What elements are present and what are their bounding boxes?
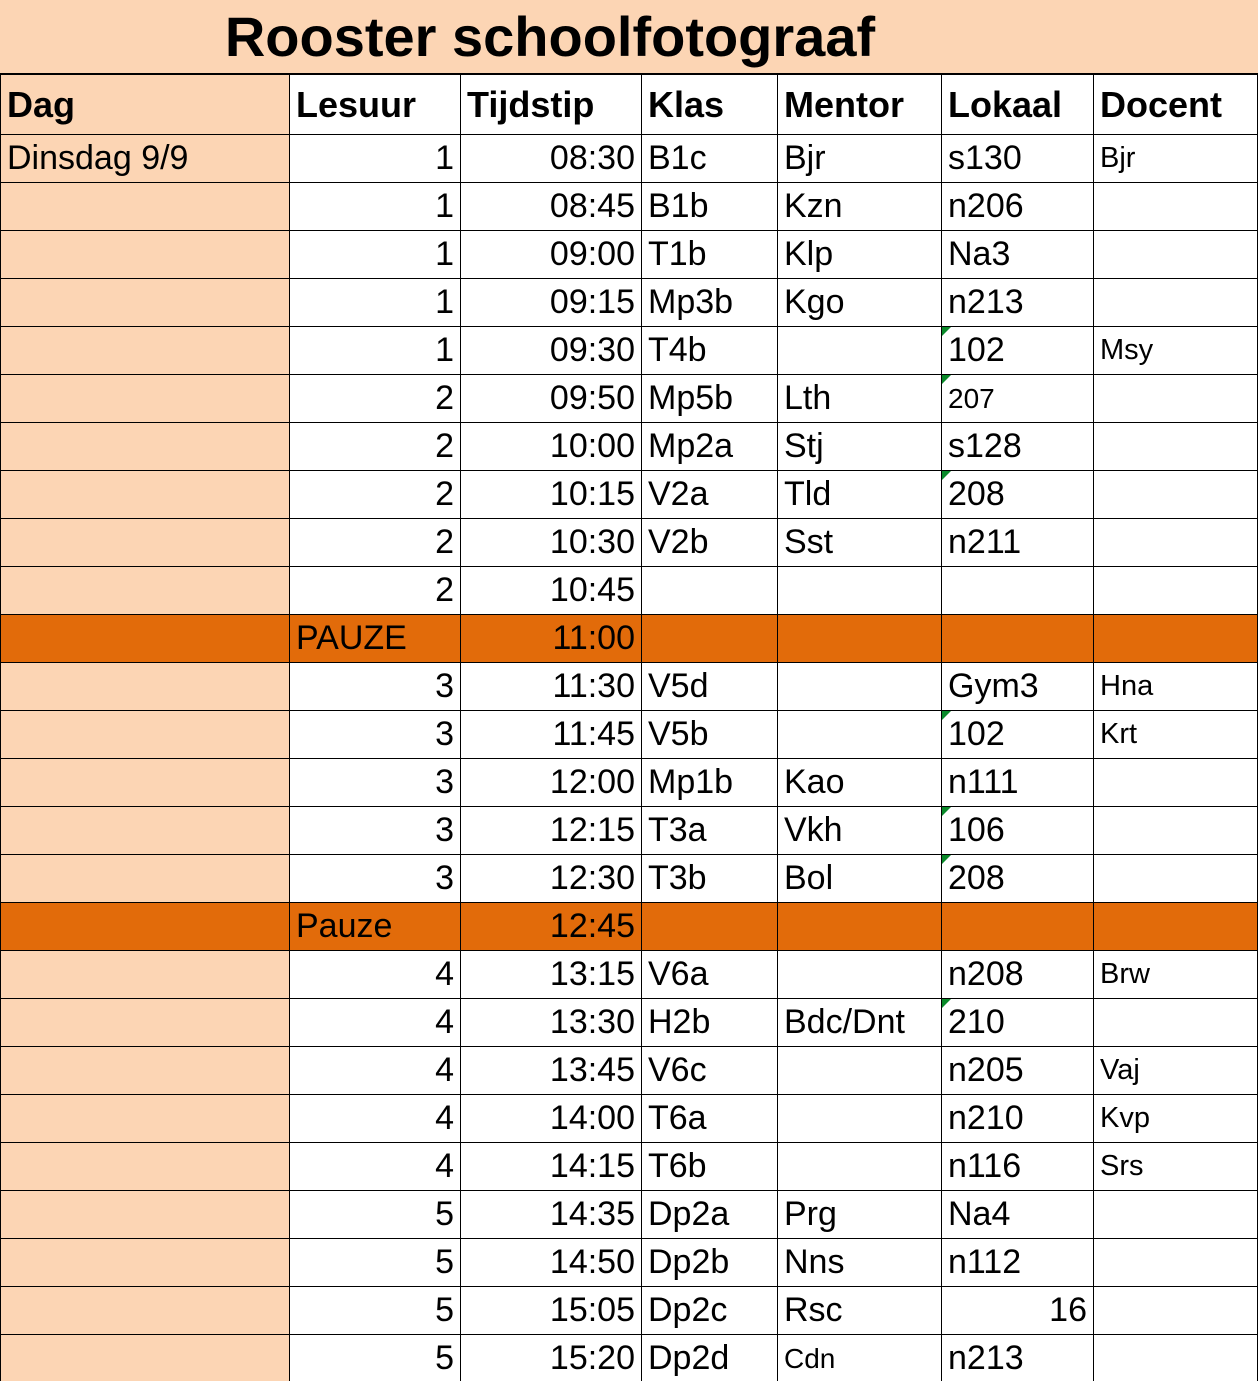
cell-klas[interactable]: V6c (642, 1047, 778, 1095)
cell-docent[interactable]: Msy (1094, 327, 1258, 375)
cell-dag[interactable]: Dinsdag 9/9 (1, 135, 290, 183)
table-row (1, 1287, 1258, 1335)
cell-lesuur[interactable]: 5 (290, 1287, 461, 1335)
cell-docent[interactable] (1094, 471, 1258, 519)
cell-dag[interactable] (1, 807, 290, 855)
cell-lokaal[interactable] (942, 567, 1094, 615)
cell-klas[interactable] (642, 567, 778, 615)
table-row (1, 711, 1258, 759)
header-tijdstip[interactable]: Tijdstip (461, 75, 642, 135)
cell-tijdstip[interactable]: 13:45 (461, 1047, 642, 1095)
cell-tijdstip[interactable]: 12:00 (461, 759, 642, 807)
cell-lokaal[interactable]: 210 (942, 999, 1094, 1047)
cell-mentor[interactable] (778, 663, 942, 711)
cell-lokaal[interactable]: n205 (942, 1047, 1094, 1095)
cell-mentor[interactable]: Bjr (778, 135, 942, 183)
cell-klas[interactable]: Dp2d (642, 1335, 778, 1381)
cell-klas[interactable]: Dp2c (642, 1287, 778, 1335)
cell-dag[interactable] (1, 471, 290, 519)
cell-mentor[interactable] (778, 711, 942, 759)
cell-mentor[interactable] (778, 567, 942, 615)
schedule-table (0, 74, 1258, 1381)
cell-lesuur[interactable]: 1 (290, 183, 461, 231)
cell-lesuur[interactable]: 4 (290, 1095, 461, 1143)
cell-klas[interactable]: V2a (642, 471, 778, 519)
cell-lokaal[interactable]: s130 (942, 135, 1094, 183)
cell-docent[interactable] (1094, 279, 1258, 327)
cell-lesuur[interactable]: 4 (290, 999, 461, 1047)
cell-tijdstip[interactable]: 09:30 (461, 327, 642, 375)
header-mentor[interactable]: Mentor (778, 75, 942, 135)
pause-row (1, 615, 1258, 663)
cell-lesuur[interactable]: 2 (290, 567, 461, 615)
cell-mentor[interactable]: Cdn (778, 1335, 942, 1381)
cell-mentor[interactable] (778, 903, 942, 951)
cell-mentor[interactable]: Kzn (778, 183, 942, 231)
cell-lokaal[interactable] (942, 615, 1094, 663)
cell-docent[interactable]: Bjr (1094, 135, 1258, 183)
cell-klas[interactable]: B1c (642, 135, 778, 183)
cell-docent[interactable] (1094, 231, 1258, 279)
cell-tijdstip[interactable]: 15:05 (461, 1287, 642, 1335)
cell-klas[interactable] (642, 903, 778, 951)
cell-mentor[interactable]: Prg (778, 1191, 942, 1239)
cell-tijdstip[interactable]: 14:15 (461, 1143, 642, 1191)
cell-dag[interactable] (1, 1143, 290, 1191)
cell-lesuur[interactable]: 2 (290, 471, 461, 519)
cell-tijdstip[interactable]: 09:15 (461, 279, 642, 327)
cell-tijdstip[interactable]: 10:45 (461, 567, 642, 615)
cell-docent[interactable] (1094, 999, 1258, 1047)
cell-mentor[interactable] (778, 615, 942, 663)
cell-lesuur[interactable]: 2 (290, 423, 461, 471)
cell-mentor[interactable]: Kao (778, 759, 942, 807)
cell-klas[interactable]: T3a (642, 807, 778, 855)
table-row (1, 1047, 1258, 1095)
cell-klas[interactable]: H2b (642, 999, 778, 1047)
cell-lokaal[interactable]: Gym3 (942, 663, 1094, 711)
header-dag[interactable]: Dag (1, 75, 290, 135)
cell-docent[interactable]: Brw (1094, 951, 1258, 999)
cell-docent[interactable] (1094, 807, 1258, 855)
cell-tijdstip[interactable]: 11:45 (461, 711, 642, 759)
cell-docent[interactable] (1094, 1239, 1258, 1287)
cell-dag[interactable] (1, 1335, 290, 1381)
cell-lokaal[interactable]: n213 (942, 279, 1094, 327)
table-row (1, 759, 1258, 807)
cell-mentor[interactable] (778, 327, 942, 375)
table-row (1, 375, 1258, 423)
cell-lokaal[interactable]: 102 (942, 327, 1094, 375)
cell-mentor[interactable]: Kgo (778, 279, 942, 327)
table-row (1, 231, 1258, 279)
cell-docent[interactable] (1094, 1335, 1258, 1381)
table-row (1, 471, 1258, 519)
cell-tijdstip[interactable]: 08:45 (461, 183, 642, 231)
cell-lokaal[interactable]: 102 (942, 711, 1094, 759)
cell-tijdstip[interactable]: 10:15 (461, 471, 642, 519)
cell-docent[interactable] (1094, 759, 1258, 807)
cell-dag[interactable] (1, 1191, 290, 1239)
cell-mentor[interactable]: Stj (778, 423, 942, 471)
cell-docent[interactable] (1094, 375, 1258, 423)
cell-tijdstip[interactable]: 09:00 (461, 231, 642, 279)
header-row (1, 75, 1258, 135)
cell-tijdstip[interactable]: 15:20 (461, 1335, 642, 1381)
table-row (1, 1239, 1258, 1287)
cell-dag[interactable] (1, 231, 290, 279)
cell-lesuur[interactable]: 3 (290, 759, 461, 807)
cell-mentor[interactable] (778, 1143, 942, 1191)
cell-dag[interactable] (1, 951, 290, 999)
page-title: Rooster schoolfotograaf (224, 5, 876, 68)
cell-lokaal[interactable]: Na4 (942, 1191, 1094, 1239)
cell-tijdstip[interactable]: 12:45 (461, 903, 642, 951)
cell-tijdstip[interactable]: 12:15 (461, 807, 642, 855)
cell-tijdstip[interactable]: 08:30 (461, 135, 642, 183)
cell-dag[interactable] (1, 903, 290, 951)
cell-mentor[interactable]: Rsc (778, 1287, 942, 1335)
cell-mentor[interactable]: Vkh (778, 807, 942, 855)
table-row (1, 855, 1258, 903)
cell-lokaal[interactable]: n210 (942, 1095, 1094, 1143)
cell-klas[interactable]: Mp5b (642, 375, 778, 423)
cell-mentor[interactable]: Bol (778, 855, 942, 903)
table-row (1, 1143, 1258, 1191)
table-row (1, 279, 1258, 327)
header-lesuur[interactable]: Lesuur (290, 75, 461, 135)
cell-klas[interactable]: T4b (642, 327, 778, 375)
cell-klas[interactable]: V5d (642, 663, 778, 711)
cell-tijdstip[interactable]: 12:30 (461, 855, 642, 903)
cell-dag[interactable] (1, 279, 290, 327)
table-row (1, 1095, 1258, 1143)
cell-lesuur[interactable]: 4 (290, 951, 461, 999)
title-bar (0, 0, 1258, 74)
cell-tijdstip[interactable]: 14:35 (461, 1191, 642, 1239)
table-row (1, 999, 1258, 1047)
cell-lesuur[interactable]: 5 (290, 1335, 461, 1381)
cell-lokaal[interactable]: n112 (942, 1239, 1094, 1287)
header-klas[interactable]: Klas (642, 75, 778, 135)
cell-lokaal[interactable]: n206 (942, 183, 1094, 231)
cell-mentor[interactable]: Bdc/Dnt (778, 999, 942, 1047)
cell-dag[interactable] (1, 423, 290, 471)
cell-docent[interactable] (1094, 519, 1258, 567)
cell-docent[interactable] (1094, 615, 1258, 663)
cell-docent[interactable] (1094, 567, 1258, 615)
cell-lokaal[interactable]: n208 (942, 951, 1094, 999)
cell-lokaal[interactable]: 16 (942, 1287, 1094, 1335)
cell-lesuur[interactable]: Pauze (290, 903, 461, 951)
cell-dag[interactable] (1, 1239, 290, 1287)
cell-klas[interactable]: T1b (642, 231, 778, 279)
table-row (1, 1335, 1258, 1381)
cell-lesuur[interactable]: 5 (290, 1191, 461, 1239)
cell-klas[interactable]: B1b (642, 183, 778, 231)
cell-docent[interactable] (1094, 1191, 1258, 1239)
table-row (1, 567, 1258, 615)
cell-lokaal[interactable]: 208 (942, 471, 1094, 519)
cell-tijdstip[interactable]: 13:15 (461, 951, 642, 999)
cell-lokaal[interactable]: n116 (942, 1143, 1094, 1191)
cell-lesuur[interactable]: 3 (290, 663, 461, 711)
cell-lokaal[interactable]: n211 (942, 519, 1094, 567)
cell-docent[interactable]: Kvp (1094, 1095, 1258, 1143)
header-docent[interactable]: Docent (1094, 75, 1258, 135)
header-lokaal[interactable]: Lokaal (942, 75, 1094, 135)
cell-mentor[interactable]: Klp (778, 231, 942, 279)
cell-tijdstip[interactable]: 14:50 (461, 1239, 642, 1287)
cell-lesuur[interactable]: 5 (290, 1239, 461, 1287)
table-row (1, 807, 1258, 855)
cell-lokaal[interactable]: n111 (942, 759, 1094, 807)
cell-lesuur[interactable]: 1 (290, 279, 461, 327)
table-row (1, 1191, 1258, 1239)
cell-klas[interactable] (642, 615, 778, 663)
cell-docent[interactable] (1094, 903, 1258, 951)
cell-mentor[interactable]: Nns (778, 1239, 942, 1287)
cell-docent[interactable] (1094, 1287, 1258, 1335)
cell-docent[interactable] (1094, 183, 1258, 231)
cell-lesuur[interactable]: 2 (290, 375, 461, 423)
table-row (1, 135, 1258, 183)
cell-docent[interactable] (1094, 855, 1258, 903)
table-row (1, 327, 1258, 375)
cell-lesuur[interactable]: 1 (290, 231, 461, 279)
cell-tijdstip[interactable]: 11:30 (461, 663, 642, 711)
cell-lokaal[interactable]: 106 (942, 807, 1094, 855)
cell-mentor[interactable] (778, 951, 942, 999)
cell-lokaal[interactable]: 207 (942, 375, 1094, 423)
cell-klas[interactable]: T6a (642, 1095, 778, 1143)
cell-dag[interactable] (1, 999, 290, 1047)
cell-klas[interactable]: Mp2a (642, 423, 778, 471)
cell-lokaal[interactable] (942, 903, 1094, 951)
cell-klas[interactable]: T3b (642, 855, 778, 903)
cell-docent[interactable]: Hna (1094, 663, 1258, 711)
cell-docent[interactable] (1094, 423, 1258, 471)
cell-mentor[interactable] (778, 1047, 942, 1095)
pause-row (1, 903, 1258, 951)
cell-dag[interactable] (1, 183, 290, 231)
cell-tijdstip[interactable]: 10:30 (461, 519, 642, 567)
cell-dag[interactable] (1, 375, 290, 423)
cell-dag[interactable] (1, 711, 290, 759)
cell-tijdstip[interactable]: 10:00 (461, 423, 642, 471)
cell-dag[interactable] (1, 615, 290, 663)
cell-dag[interactable] (1, 1047, 290, 1095)
cell-lesuur[interactable]: 3 (290, 855, 461, 903)
cell-dag[interactable] (1, 1095, 290, 1143)
cell-lesuur[interactable]: PAUZE (290, 615, 461, 663)
cell-klas[interactable]: Dp2b (642, 1239, 778, 1287)
cell-lesuur[interactable]: 4 (290, 1047, 461, 1095)
cell-lesuur[interactable]: 2 (290, 519, 461, 567)
cell-dag[interactable] (1, 855, 290, 903)
cell-docent[interactable]: Srs (1094, 1143, 1258, 1191)
cell-lesuur[interactable]: 1 (290, 327, 461, 375)
cell-dag[interactable] (1, 567, 290, 615)
cell-mentor[interactable]: Tld (778, 471, 942, 519)
table-row (1, 183, 1258, 231)
cell-mentor[interactable]: Lth (778, 375, 942, 423)
cell-dag[interactable] (1, 327, 290, 375)
cell-lokaal[interactable]: n213 (942, 1335, 1094, 1381)
cell-klas[interactable]: Dp2a (642, 1191, 778, 1239)
cell-tijdstip[interactable]: 11:00 (461, 615, 642, 663)
cell-klas[interactable]: Mp3b (642, 279, 778, 327)
cell-lesuur[interactable]: 1 (290, 135, 461, 183)
cell-mentor[interactable]: Sst (778, 519, 942, 567)
cell-dag[interactable] (1, 759, 290, 807)
table-row (1, 663, 1258, 711)
cell-tijdstip[interactable]: 13:30 (461, 999, 642, 1047)
cell-docent[interactable]: Krt (1094, 711, 1258, 759)
cell-lesuur[interactable]: 3 (290, 711, 461, 759)
cell-klas[interactable]: V6a (642, 951, 778, 999)
table-row (1, 423, 1258, 471)
cell-lokaal[interactable]: 208 (942, 855, 1094, 903)
cell-klas[interactable]: V2b (642, 519, 778, 567)
cell-dag[interactable] (1, 1287, 290, 1335)
cell-lokaal[interactable]: s128 (942, 423, 1094, 471)
cell-dag[interactable] (1, 519, 290, 567)
cell-klas[interactable]: T6b (642, 1143, 778, 1191)
cell-tijdstip[interactable]: 14:00 (461, 1095, 642, 1143)
table-row (1, 519, 1258, 567)
cell-mentor[interactable] (778, 1095, 942, 1143)
cell-dag[interactable] (1, 663, 290, 711)
cell-klas[interactable]: V5b (642, 711, 778, 759)
cell-tijdstip[interactable]: 09:50 (461, 375, 642, 423)
cell-lokaal[interactable]: Na3 (942, 231, 1094, 279)
cell-lesuur[interactable]: 3 (290, 807, 461, 855)
cell-lesuur[interactable]: 4 (290, 1143, 461, 1191)
table-row (1, 951, 1258, 999)
cell-docent[interactable]: Vaj (1094, 1047, 1258, 1095)
cell-klas[interactable]: Mp1b (642, 759, 778, 807)
